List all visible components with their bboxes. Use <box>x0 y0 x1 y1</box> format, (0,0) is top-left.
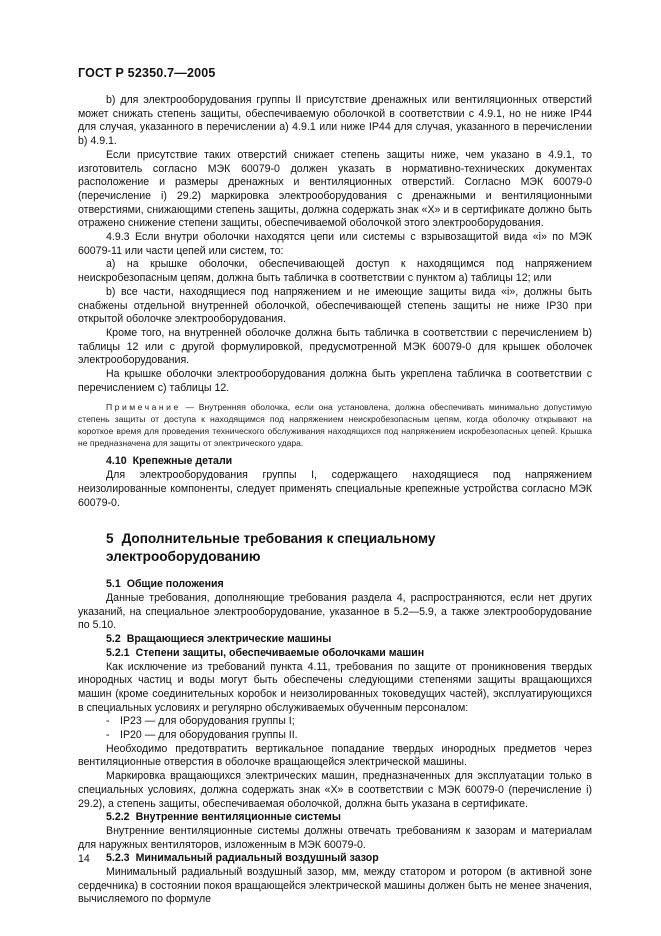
heading-number: 5.1 <box>106 578 121 591</box>
section-heading-5 <box>78 530 592 566</box>
paragraph: b) для электрооборудования группы II присутствие дренажных или вентиляционных отверстий может снижать степень защиты, обеспечиваемую оболочкой в соответствии с 4.9.1, но не ниже IP44 для случая, указанного в перечислении а) 4.9.1 или ниже IP44 для случая, указанного в перечислении b) 4.9.1. <box>78 94 592 148</box>
paragraph: Кроме того, на внутренней оболочке должна быть табличка в соответствии с перечислением b) таблицы 12 или с другой формулировкой, предусмотренной МЭК 60079-0 для крышек оболочек электрооборудования. <box>78 326 592 367</box>
paragraph: b) все части, находящиеся под напряжением и не имеющие защиты вида «i», должны быть снабжены отдельной внутренней оболочкой, обеспечивающей степень защиты не ниже IP30 при открытой оболочке электрооборудования. <box>78 285 592 326</box>
paragraph: Внутренние вентиляционные системы должны отвечать требованиям к зазорам и материалам для наружных вентиляторов, изложенным в МЭК 60079-0. <box>78 824 592 851</box>
heading-title: Крепежные детали <box>132 455 233 468</box>
heading-number: 5.2 <box>106 633 121 646</box>
paragraph: 4.9.3 Если внутри оболочки находятся цепи или системы с взрывозащитой вида «i» по МЭК 60079-11 или части цепей или систем, то: <box>78 231 592 257</box>
heading-title: Минимальный радиальный воздушный зазор <box>135 852 379 865</box>
subsection-heading-5-2-2 <box>78 811 592 825</box>
paragraph: Для электрооборудования группы I, содержащего находящиеся под напряжением неизолированные компоненты, следует применять специальные крепежные устройства согласно МЭК 60079-0. <box>78 469 592 509</box>
paragraph: Необходимо предотвратить вертикальное попадание твердых инородных предметов через вентиляционные отверстия в оболочке вращающейся электрической машины. <box>78 742 592 769</box>
heading-title: Вращающиеся электрические машины <box>126 633 332 646</box>
paragraph: Данные требования, дополняющие требования раздела 4, распространяются, если нет других указаний, на специальное электрооборудование, указанное в 5.2—5.9, а также электрооборудование по 5.10. <box>78 591 592 632</box>
subsection-heading-5-2-1 <box>78 647 592 661</box>
note <box>78 401 592 449</box>
paragraph: а) на крышке оболочки, обеспечивающей доступ к находящимся под напряжением неискробезопасным цепям, должна быть табличка в соответствии с пунктом а) таблицы 12; или <box>78 258 592 285</box>
heading-title: Степени защиты, обеспечиваемые оболочками машин <box>135 646 425 659</box>
heading-number: 4.10 <box>106 455 127 468</box>
page-number: 14 <box>78 853 90 865</box>
heading-number: 5.2.2 <box>106 811 130 824</box>
heading-title: Дополнительные требования к специальному электрооборудованию <box>106 531 436 565</box>
paragraph: На крышке оболочки электрооборудования должна быть укреплена табличка в соответствии с перечислением с) таблицы 12. <box>78 368 592 394</box>
subsection-heading-5-1 <box>78 578 592 592</box>
document-header: ГОСТ Р 52350.7—2005 <box>78 66 216 80</box>
paragraph: Если присутствие таких отверстий снижает степень защиты ниже, чем указано в 4.9.1, то изготовитель согласно МЭК 60079-0 должен указать в нормативно-технических документах расположение и размеры дренажных и вентиляционных отверстий. Согласно МЭК 60079-0 (перечисление i) 29.2) маркировка электрооборудования с дренажными и вентиляционными отверстиями, снижающими степень защиты, должна содержать знак «Х» и в сертификате должно быть отражено снижение степени защиты, обеспечиваемой оболочкой этого электрооборудования. <box>78 148 592 230</box>
heading-number: 5.2.3 <box>106 852 130 865</box>
list-dash: - <box>106 729 110 742</box>
document-body <box>78 94 592 907</box>
list-dash: - <box>106 715 110 728</box>
list-item <box>78 715 592 729</box>
note-label: Примечание <box>106 402 181 413</box>
paragraph: Минимальный радиальный воздушный зазор, мм, между статором и ротором (в активной зоне сердечника) в состоянии покоя вращающейся электрической машины должен быть не менее значения, вычисляемого по формуле <box>78 866 592 906</box>
heading-number: 5 <box>106 531 114 547</box>
paragraph: Маркировка вращающихся электрических машин, предназначенных для эксплуатации только в специальных условиях, должна содержать знак «Х» в соответствии с МЭК 60079-0 (перечисление i) 29.2), а степень защиты, обеспечиваемая оболочкой, должна быть указана в сертификате. <box>78 770 592 810</box>
paragraph: Как исключение из требований пункта 4.11, требования по защите от проникновения твердых инородных частиц и воды могут быть обеспечены следующими степенями защиты вращающихся машин (кроме соединительных коробок и неизолированных токоведущих частей), эксплуатирующихся в специальных условиях и регулярно обслуживаемых обученным персоналом: <box>78 660 592 714</box>
heading-title: Внутренние вентиляционные системы <box>135 811 341 824</box>
list-item-text: IP23 — для оборудования группы I; <box>120 715 295 728</box>
list-item-text: IP20 — для оборудования группы II. <box>120 729 298 742</box>
subsection-heading-4-10 <box>78 455 592 469</box>
heading-number: 5.2.1 <box>106 646 130 659</box>
subsection-heading-5-2 <box>78 633 592 647</box>
subsection-heading-5-2-3 <box>78 852 592 866</box>
note-text: — Внутренняя оболочка, если она установлена, должна обеспечивать минимально допустимую степень защиты от доступа к находящимся под напряжением неискробезопасным цепям, когда оболочку открывают на короткое время для проведения технического обслуживания находящихся под напряжением искробезопасных цепей. Крышка не предназначена для защиты от электрического удара. <box>78 402 592 449</box>
list-item <box>78 729 592 743</box>
heading-title: Общие положения <box>126 578 224 591</box>
